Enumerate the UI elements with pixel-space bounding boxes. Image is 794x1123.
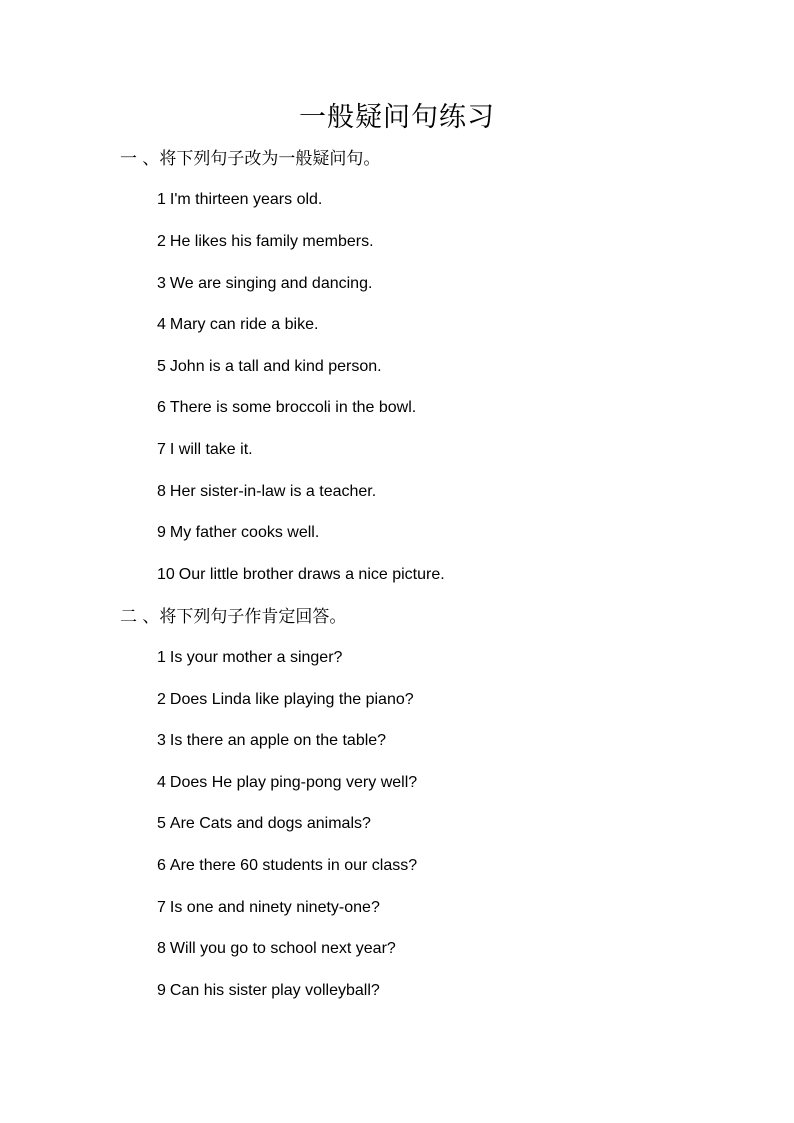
item-number: 3 (157, 732, 166, 749)
list-item (157, 232, 374, 252)
list-item (157, 274, 372, 294)
list-item (157, 190, 322, 210)
item-number: 10 (157, 566, 175, 583)
item-text: Is one and ninety ninety-one? (169, 899, 380, 916)
item-number: 2 (157, 691, 166, 708)
item-text: There is some broccoli in the bowl. (169, 399, 417, 416)
item-number: 6 (157, 399, 166, 416)
item-number: 7 (157, 441, 166, 458)
item-text: Will you go to school next year? (169, 940, 396, 957)
list-item (157, 315, 318, 335)
list-item (157, 357, 382, 377)
item-text: Are Cats and dogs animals? (169, 815, 371, 832)
list-item (157, 773, 417, 793)
item-number: 6 (157, 857, 166, 874)
item-text: Mary can ride a bike. (169, 316, 319, 333)
item-number: 4 (157, 774, 166, 791)
item-number: 3 (157, 275, 166, 292)
item-text: I will take it. (169, 441, 253, 458)
list-item (157, 482, 376, 502)
item-number: 1 (157, 649, 166, 666)
list-item (157, 398, 416, 418)
item-number: 4 (157, 316, 166, 333)
item-number: 8 (157, 483, 166, 500)
item-number: 5 (157, 815, 166, 832)
item-number: 5 (157, 358, 166, 375)
item-text: Is there an apple on the table? (169, 732, 387, 749)
list-item (157, 523, 319, 543)
section-2-heading: 二 、将下列句子作肯定回答。 (120, 607, 347, 627)
page-title: 一般疑问句练习 (299, 102, 495, 133)
item-number: 8 (157, 940, 166, 957)
item-text: Does He play ping-pong very well? (169, 774, 418, 791)
item-number: 7 (157, 899, 166, 916)
list-item (157, 981, 380, 1001)
list-item (157, 898, 380, 918)
item-text: John is a tall and kind person. (169, 358, 382, 375)
list-item (157, 814, 371, 834)
list-item (157, 731, 386, 751)
item-text: We are singing and dancing. (169, 275, 373, 292)
item-number: 9 (157, 524, 166, 541)
list-item (157, 939, 396, 959)
list-item (157, 690, 414, 710)
list-item (157, 565, 445, 585)
item-number: 2 (157, 233, 166, 250)
item-text: Is your mother a singer? (169, 649, 343, 666)
item-text: He likes his family members. (169, 233, 374, 250)
item-text: Can his sister play volleyball? (169, 982, 380, 999)
section-1-heading: 一 、将下列句子改为一般疑问句。 (120, 149, 381, 169)
item-text: Are there 60 students in our class? (169, 857, 418, 874)
item-number: 1 (157, 191, 166, 208)
list-item (157, 648, 342, 668)
list-item (157, 440, 253, 460)
item-text: Does Linda like playing the piano? (169, 691, 414, 708)
item-text: I'm thirteen years old. (169, 191, 323, 208)
list-item (157, 856, 417, 876)
item-number: 9 (157, 982, 166, 999)
item-text: My father cooks well. (169, 524, 320, 541)
item-text: Our little brother draws a nice picture. (178, 566, 445, 583)
item-text: Her sister-in-law is a teacher. (169, 483, 377, 500)
